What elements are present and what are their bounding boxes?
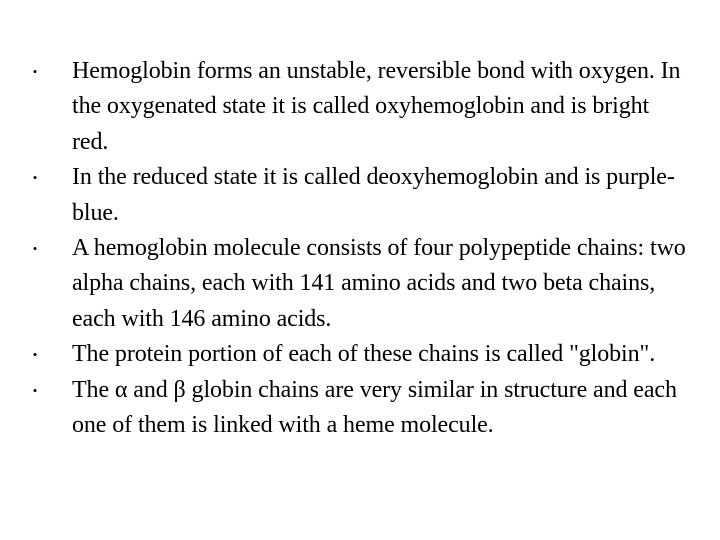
bullet-dot-icon: • [32,347,38,363]
bullet-text: The protein portion of each of these chains is called "globin". [72,341,656,368]
bullet-item-alpha-beta [30,373,690,444]
bullet-dot-icon: • [32,170,38,186]
bullet-item-molecule-chains [30,231,690,337]
bullet-item-reduced-state [30,160,690,231]
bullet-text: Hemoglobin forms an unstable, reversible bond with oxygen. In the oxygenated state it is called oxyhemoglobin and is bright red. [72,58,681,155]
bullet-item-globin [30,337,690,372]
bullet-dot-icon: • [32,382,38,398]
bullet-dot-icon: • [32,241,38,257]
bullet-dot-icon: • [32,64,38,79]
bullet-item-hemoglobin-bond [30,54,690,160]
bullet-list [30,54,690,443]
bullet-text: A hemoglobin molecule consists of four polypeptide chains: two alpha chains, each with 141 amino acids and two beta chains, each with 146 amino acids. [72,235,686,332]
bullet-text: In the reduced state it is called deoxyhemoglobin and is purple-blue. [72,164,675,226]
bullet-text: The α and β globin chains are very similar in structure and each one of them is linked with a heme molecule. [72,376,677,439]
